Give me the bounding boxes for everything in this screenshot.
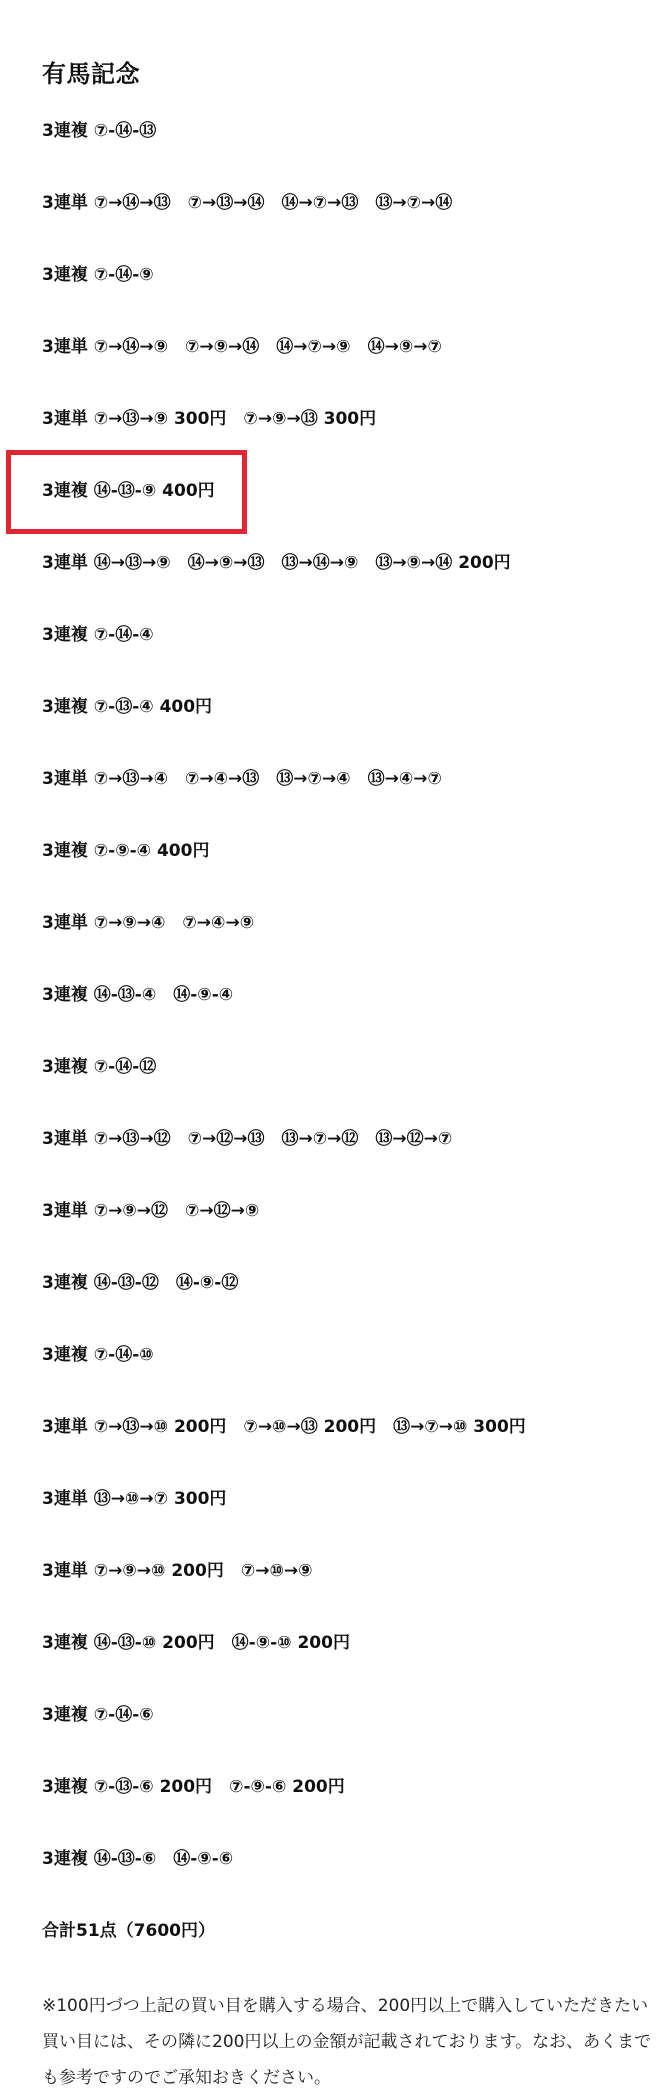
bet-line-11: 3連複 ⑦-⑨-④ 400円 <box>42 841 210 861</box>
bet-line-3: 3連複 ⑦-⑭-⑨ <box>42 265 154 285</box>
bet-line-4: 3連単 ⑦→⑭→⑨ ⑦→⑨→⑭ ⑭→⑦→⑨ ⑭→⑨→⑦ <box>42 337 442 357</box>
bet-line-2: 3連単 ⑦→⑭→⑬ ⑦→⑬→⑭ ⑭→⑦→⑬ ⑬→⑦→⑭ <box>42 193 453 213</box>
highlight-box <box>6 450 247 534</box>
bet-line-17: 3連複 ⑭-⑬-⑫ ⑭-⑨-⑫ <box>42 1273 239 1293</box>
bet-line-14: 3連複 ⑦-⑭-⑫ <box>42 1057 157 1077</box>
bet-line-15: 3連単 ⑦→⑬→⑫ ⑦→⑫→⑬ ⑬→⑦→⑫ ⑬→⑫→⑦ <box>42 1129 453 1149</box>
bet-line-13: 3連複 ⑭-⑬-④ ⑭-⑨-④ <box>42 985 234 1005</box>
bet-line-5: 3連単 ⑦→⑬→⑨ 300円 ⑦→⑨→⑬ 300円 <box>42 409 377 429</box>
bet-line-25: 3連複 ⑭-⑬-⑥ ⑭-⑨-⑥ <box>42 1849 234 1869</box>
bet-line-21: 3連単 ⑦→⑨→⑩ 200円 ⑦→⑩→⑨ <box>42 1561 313 1581</box>
bet-line-8: 3連複 ⑦-⑭-④ <box>42 625 154 645</box>
bet-line-6: 3連複 ⑭-⑬-⑨ 400円 <box>42 481 215 501</box>
bet-list <box>42 118 642 1918</box>
bet-line-7: 3連単 ⑭→⑬→⑨ ⑭→⑨→⑬ ⑬→⑭→⑨ ⑬→⑨→⑭ 200円 <box>42 553 511 573</box>
bet-line-10: 3連単 ⑦→⑬→④ ⑦→④→⑬ ⑬→⑦→④ ⑬→④→⑦ <box>42 769 442 789</box>
bet-line-20: 3連単 ⑬→⑩→⑦ 300円 <box>42 1489 227 1509</box>
bet-line-19: 3連単 ⑦→⑬→⑩ 200円 ⑦→⑩→⑬ 200円 ⑬→⑦→⑩ 300円 <box>42 1417 526 1437</box>
bet-line-24: 3連複 ⑦-⑬-⑥ 200円 ⑦-⑨-⑥ 200円 <box>42 1777 345 1797</box>
bet-line-1: 3連複 ⑦-⑭-⑬ <box>42 121 157 141</box>
race-title: 有馬記念 <box>42 60 140 88</box>
bet-line-23: 3連複 ⑦-⑭-⑥ <box>42 1705 154 1725</box>
total-summary: 合計51点（7600円） <box>42 1921 215 1941</box>
bet-line-12: 3連単 ⑦→⑨→④ ⑦→④→⑨ <box>42 913 255 933</box>
purchase-note: ※100円づつ上記の買い目を購入する場合、200円以上で購入していただきたい買い目には、その隣に200円以上の金額が記載されております。なお、あくまでも参考ですのでご承知おきください。 <box>42 1996 652 2088</box>
bet-line-16: 3連単 ⑦→⑨→⑫ ⑦→⑫→⑨ <box>42 1201 260 1221</box>
bet-line-18: 3連複 ⑦-⑭-⑩ <box>42 1345 154 1365</box>
bet-line-22: 3連複 ⑭-⑬-⑩ 200円 ⑭-⑨-⑩ 200円 <box>42 1633 350 1653</box>
bet-line-9: 3連複 ⑦-⑬-④ 400円 <box>42 697 213 717</box>
